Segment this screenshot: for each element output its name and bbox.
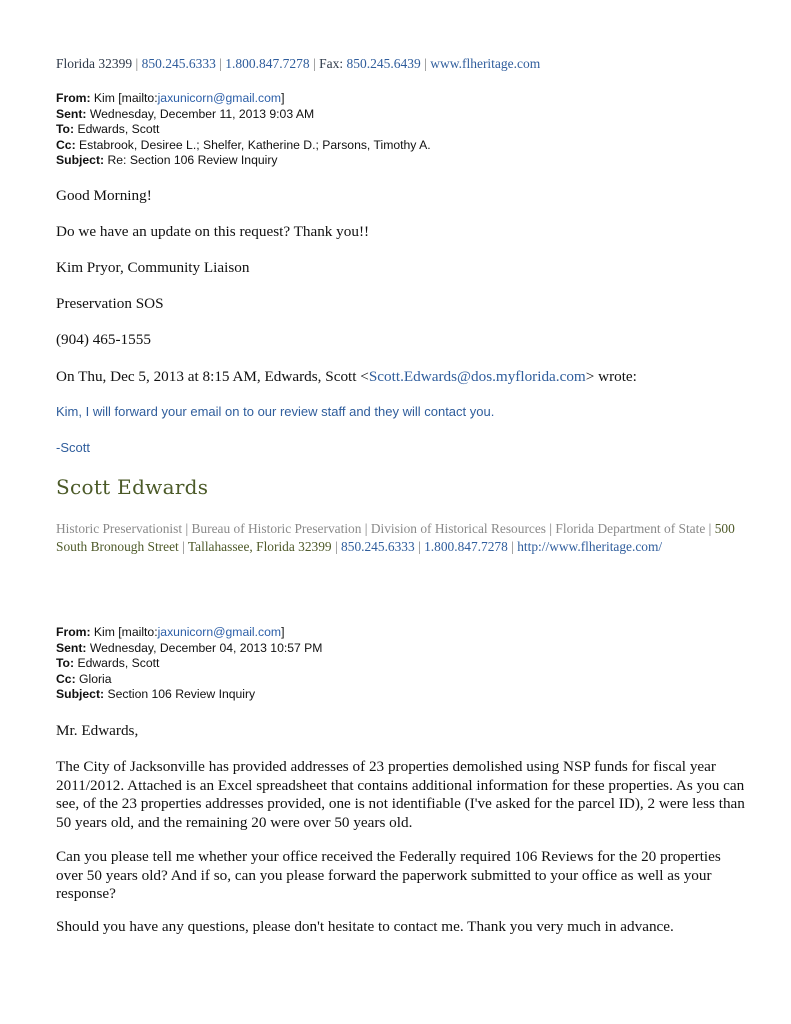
email2-salutation: Mr. Edwards, [56, 722, 139, 739]
signature-name: Scott Edwards [56, 475, 209, 499]
email2-paragraph-3: Should you have any questions, please don't hesitate to contact me. Thank you very much in advance. [56, 918, 674, 935]
signature-title: Historic Preservationist [56, 521, 183, 536]
signature-department: Florida Department of State [555, 521, 706, 536]
email2-header [56, 625, 322, 703]
email1-signature-phone-link[interactable]: (904) 465-1555 [56, 331, 151, 348]
email2-paragraph-1: The City of Jacksonville has provided addresses of 23 properties demolished using NSP funds for fiscal year 2011/2012. Attached is an Excel spreadsheet that contains additional information for these properties. As you can see, of the 23 properties addresses provided, one is not identifiable (I've asked for the parcel ID), 2 were less than 50 years old, and the remaining 20 were over 50 years old. [56, 758, 745, 831]
email1-subject-row: Subject: Re: Section 106 Review Inquiry [56, 153, 278, 168]
email2-subject-row: Subject: Section 106 Review Inquiry [56, 687, 256, 702]
signature-bureau: Bureau of Historic Preservation [191, 521, 362, 536]
email2-from-row: From: Kim [mailto:jaxunicorn@gmail.com] [56, 625, 285, 639]
email2-paragraph-2: Can you please tell me whether your office received the Federally required 106 Reviews for the 20 properties over 50 years old? And if so, can you please forward the paperwork submitted to your office as well as your response? [56, 848, 721, 903]
email2-to-row: To: Edwards, Scott [56, 656, 160, 671]
email1-message: Do we have an update on this request? Thank you!! [56, 223, 370, 240]
signature-tollfree-link[interactable]: 1.800.847.7278 [424, 539, 508, 554]
signature-phone-link[interactable]: 850.245.6333 [341, 539, 415, 554]
top-contact-line: Florida 32399 | 850.245.6333 | 1.800.847.7278 | Fax: 850.245.6439 | www.flheritage.com [56, 56, 541, 71]
signature-address: 500 South Bronough Street [56, 521, 735, 554]
email1-signature-org: Preservation SOS [56, 295, 164, 312]
email2-cc-row: Cc: Gloria [56, 671, 112, 686]
top-city: Florida 32399 [56, 56, 133, 71]
email1-greeting: Good Morning! [56, 187, 152, 204]
email2-sent-row: Sent: Wednesday, December 04, 2013 10:57 PM [56, 640, 323, 655]
email1-header [56, 91, 431, 169]
signature-website-link[interactable]: http://www.flheritage.com/ [517, 539, 663, 554]
top-website-link[interactable]: www.flheritage.com [430, 56, 541, 71]
top-fax-link[interactable]: 850.245.6439 [346, 56, 421, 71]
quoted-message: Kim, I will forward your email on to our review staff and they will contact you. [56, 404, 495, 419]
top-tollfree-link[interactable]: 1.800.847.7278 [225, 56, 310, 71]
top-phone-link[interactable]: 850.245.6333 [141, 56, 216, 71]
signature-city: Tallahassee, Florida 32399 [187, 539, 332, 554]
email1-to-row: To: Edwards, Scott [56, 122, 160, 137]
signature-info: Historic Preservationist | Bureau of Historic Preservation | Division of Historical Resources | Florida Department of State | 500 South Bronough Street | Tallahassee, Florida 32399 | 850.245.6333 | 1.800.847.7278 | http://www.flheritage.com/ [56, 521, 735, 554]
quoted-intro: On Thu, Dec 5, 2013 at 8:15 AM, Edwards, Scott <Scott.Edwards@dos.myflorida.com> wrote: [56, 368, 637, 385]
email1-cc-row: Cc: Estabrook, Desiree L.; Shelfer, Katherine D.; Parsons, Timothy A. [56, 137, 431, 152]
quoted-signoff: -Scott [56, 440, 90, 455]
email1-sent-row: Sent: Wednesday, December 11, 2013 9:03 AM [56, 106, 315, 121]
top-fax-label: Fax: [319, 56, 344, 71]
email1-from-email-link[interactable]: jaxunicorn@gmail.com [157, 91, 282, 105]
quoted-email-link[interactable]: Scott.Edwards@dos.myflorida.com [368, 368, 586, 385]
signature-division: Division of Historical Resources [370, 521, 547, 536]
email1-signature-name: Kim Pryor, Community Liaison [56, 259, 250, 276]
email1-from-row: From: Kim [mailto:jaxunicorn@gmail.com] [56, 91, 285, 105]
email2-from-email-link[interactable]: jaxunicorn@gmail.com [157, 625, 282, 639]
